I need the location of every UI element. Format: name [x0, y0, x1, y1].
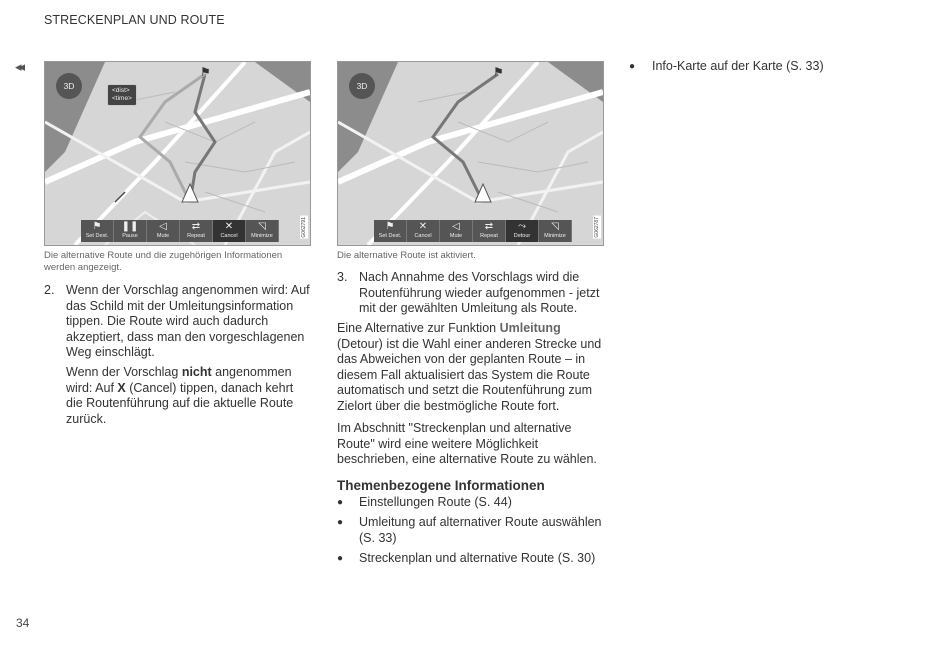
figure-code: G062791 [301, 217, 307, 238]
step-3-text: Nach Annahme des Vorschlags wird die Routenführung wieder aufgenommen - jetzt mit der gewählten Umleitung als Route. [359, 270, 600, 316]
bullet-icon: ● [629, 61, 636, 72]
tooltip-time: <time> [112, 95, 132, 102]
cancel-x-symbol: X [117, 380, 126, 395]
figure-caption: Die alternative Route ist aktiviert. [337, 250, 476, 261]
mute-icon: ◁ [159, 221, 167, 232]
step-3 [337, 270, 605, 317]
mute-button[interactable]: ◁ Mute [440, 220, 473, 242]
set-dest-button[interactable]: ⚑ Set Dest. [374, 220, 407, 242]
tooltip-distance: <dist> [112, 87, 130, 94]
pause-button[interactable]: ❚❚ Pause [114, 220, 147, 242]
detour-icon: ⤳ [518, 221, 526, 232]
emphasis-nicht: nicht [181, 365, 212, 379]
detour-button[interactable]: ⤳ Detour [506, 220, 539, 242]
cancel-icon: ✕ [224, 221, 234, 232]
page-number: 34 [16, 616, 30, 630]
repeat-icon: ⇄ [484, 221, 494, 232]
flag-icon: ⚑ [385, 221, 395, 232]
abschnitt-paragraph: Im Abschnitt "Streckenplan und alternative Route" wird eine weitere Möglichkeit beschrieben, eine alternative Route zu wählen. [337, 421, 597, 467]
minimize-button[interactable]: ◹ Minimize [246, 220, 279, 242]
repeat-button[interactable]: ⇄ Repeat [473, 220, 506, 242]
related-info-heading: Themenbezogene Informationen [337, 478, 545, 493]
back-arrows-icon[interactable]: ◂◂ [15, 59, 23, 74]
figure-map-alternative-route [44, 61, 311, 246]
mute-icon: ◁ [452, 221, 460, 232]
flag-icon: ⚑ [92, 221, 102, 232]
not-accepted-paragraph: Wenn der Vorschlag nicht angenommen wird: Auf X (Cancel) tippen, danach kehrt die Routenführung auf die aktuelle Route zurück. [66, 365, 294, 426]
3d-view-button[interactable]: 3D [56, 73, 82, 99]
bullet-icon: ● [337, 553, 344, 564]
map-graphic [45, 62, 310, 245]
related-item[interactable]: ● Umleitung auf alternativer Route auswählen (S. 33) [337, 515, 602, 545]
guidance-toolbar [81, 220, 279, 242]
related-item[interactable]: ● Streckenplan und alternative Route (S. 30) [337, 551, 596, 565]
repeat-button[interactable]: ⇄ Repeat [180, 220, 213, 242]
destination-flag-icon: ⚑ [200, 65, 211, 79]
figure-map-route-activated [337, 61, 604, 246]
destination-flag-icon: ⚑ [493, 65, 504, 79]
bullet-icon: ● [337, 497, 344, 508]
guidance-toolbar [374, 220, 572, 242]
bullet-icon: ● [337, 517, 344, 528]
repeat-icon: ⇄ [191, 221, 201, 232]
cancel-icon: ✕ [418, 221, 428, 232]
step-2 [44, 283, 312, 361]
related-item[interactable]: ● Info-Karte auf der Karte (S. 33) [629, 59, 824, 73]
figure-caption: Die alternative Route und die zugehörigen Informationen werden angezeigt. [44, 250, 283, 273]
cancel-button[interactable]: ✕ Cancel [213, 220, 246, 242]
step-number: 3. [337, 270, 348, 284]
related-item[interactable]: ● Einstellungen Route (S. 44) [337, 495, 512, 509]
minimize-button[interactable]: ◹ Minimize [539, 220, 572, 242]
figure-code: G062787 [594, 217, 600, 238]
map-graphic [338, 62, 603, 245]
detour-alternative-paragraph: Eine Alternative zur Funktion Umleitung (Detour) ist die Wahl einer anderen Strecke und das Abweichen von der geplanten Route – in diesem Fall aktualisiert das System die Route automatisch und setzt die Routenführung zum Zielort über die bestmögliche Route fort. [337, 321, 602, 413]
minimize-icon: ◹ [551, 221, 559, 232]
set-dest-button[interactable]: ⚑ Set Dest. [81, 220, 114, 242]
cancel-button[interactable]: ✕ Cancel [407, 220, 440, 242]
umleitung-term: Umleitung [499, 321, 561, 335]
detour-info-sign[interactable] [107, 84, 137, 106]
step-number: 2. [44, 283, 55, 297]
step-2-text: Wenn der Vorschlag angenommen wird: Auf das Schild mit der Umleitungsinformation tippen. Die Route wird auch dadurch akzeptiert, dass man den vorgeschlagenen Weg einschlägt. [66, 283, 310, 360]
mute-button[interactable]: ◁ Mute [147, 220, 180, 242]
3d-view-button[interactable]: 3D [349, 73, 375, 99]
page-header: STRECKENPLAN UND ROUTE [44, 13, 225, 27]
minimize-icon: ◹ [258, 221, 266, 232]
pause-icon: ❚❚ [121, 221, 139, 232]
